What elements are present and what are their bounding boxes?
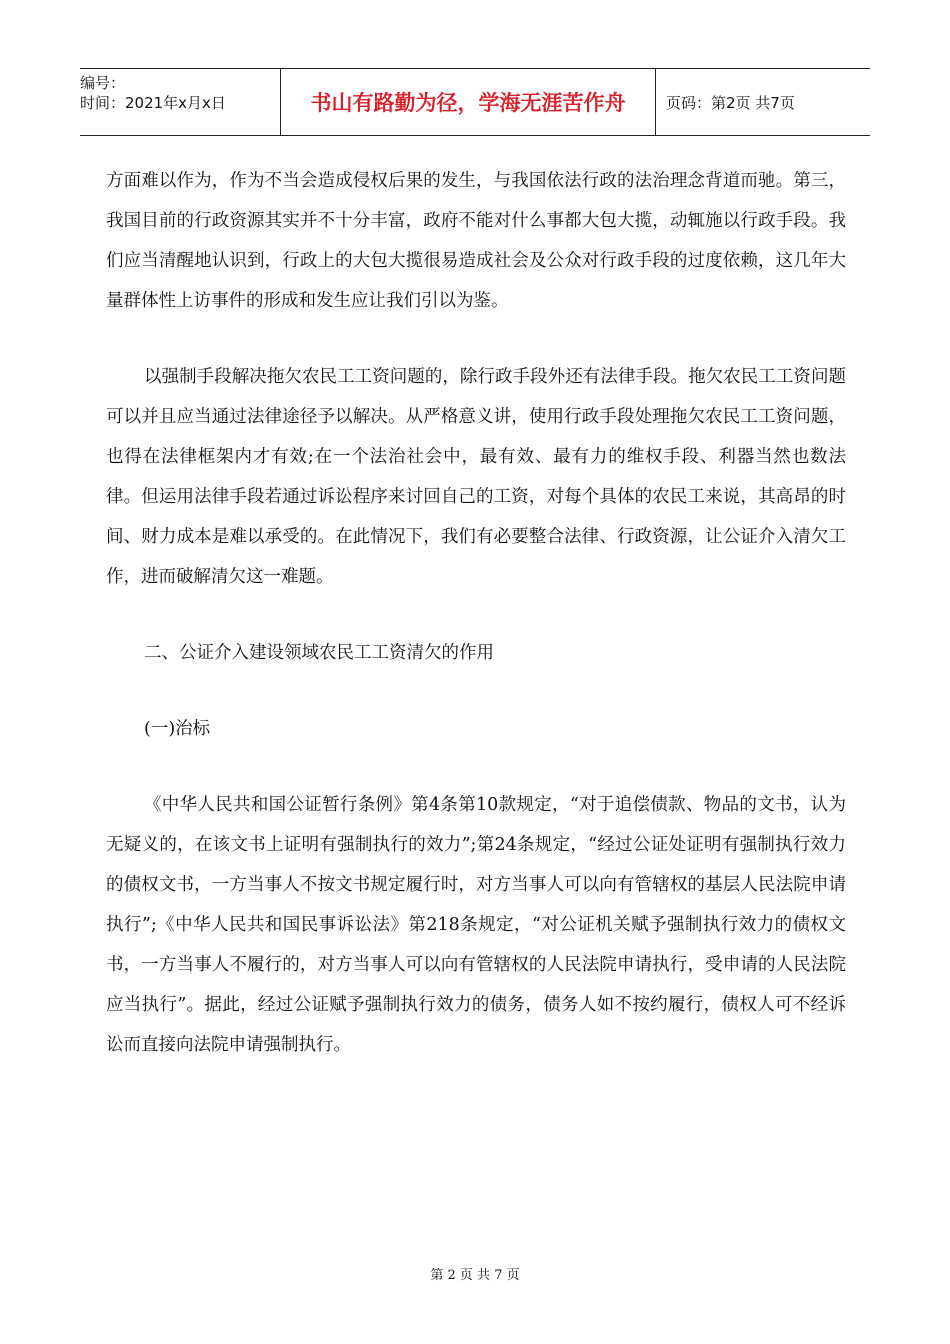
document-body — [106, 161, 846, 1101]
section-heading: 二、公证介入建设领域农民工工资清欠的作用 — [144, 643, 494, 663]
paragraph: 以强制手段解决拖欠农民工工资问题的，除行政手段外还有法律手段。拖欠农民工工资问题可以并且应当通过法律途径予以解决。从严格意义讲，使用行政手段处理拖欠农民工工资问题，也得在法律框架内才有效;在一个法治社会中，最有效、最有力的维权手段、利器当然也数法律。但运用法律手段若通过诉讼程序来讨回自己的工资，对每个具体的农民工来说，其高昂的时间、财力成本是难以承受的。在此情况下，我们有必要整合法律、行政资源，让公证介入清欠工作，进而破解清欠这一难题。 — [106, 367, 846, 587]
paragraph: 方面难以作为，作为不当会造成侵权后果的发生，与我国依法行政的法治理念背道而驰。第三，我国目前的行政资源其实并不十分丰富，政府不能对什么事都大包大揽，动辄施以行政手段。我们应当清醒地认识到，行政上的大包大揽很易造成社会及公众对行政手段的过度依赖，这几年大量群体性上访事件的形成和发生应让我们引以为鉴。 — [106, 171, 846, 311]
document-number-label: 编号： — [80, 74, 126, 92]
page-footer: 第 2 页 共 7 页 — [430, 1268, 520, 1283]
header-page-info: 页码：第2页 共7页 — [666, 93, 795, 112]
header-motto: 书山有路勤为径，学海无涯苦作舟 — [281, 69, 656, 135]
page-header — [80, 68, 870, 136]
paragraph: 《中华人民共和国公证暂行条例》第4条第10款规定，“对于追偿债款、物品的文书，认为无疑义的，在该文书上证明有强制执行的效力”;第24条规定，“经过公证处证明有强制执行效力的债权文书，一方当事人不按文书规定履行时，对方当事人可以向有管辖权的基层人民法院申请执行”;《中华人民共和国民事诉讼法》第218条规定，“对公证机关赋予强制执行效力的债权文书，一方当事人不履行的，对方当事人可以向有管辖权的人民法院申请执行，受申请的人民法院应当执行”。据此，经过公证赋予强制执行效力的债务，债务人如不按约履行，债权人可不经诉讼而直接向法院申请强制执行。 — [106, 795, 846, 1055]
subsection-heading: (一)治标 — [144, 719, 211, 739]
document-date: 时间：2021年x月x日 — [80, 94, 226, 112]
header-meta — [80, 69, 281, 135]
